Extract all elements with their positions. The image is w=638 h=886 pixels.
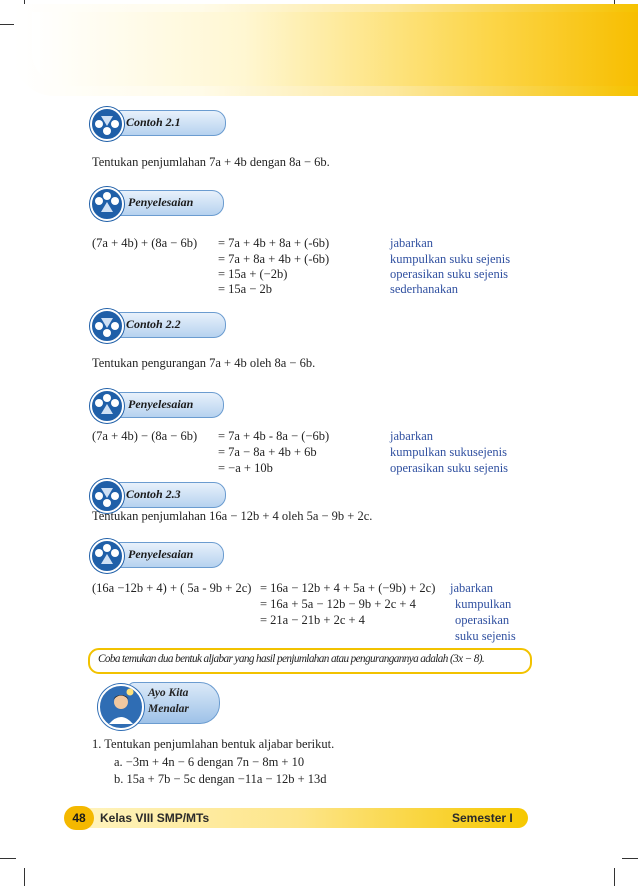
step-note: jabarkan [390,236,434,250]
footer-book-title: Kelas VIII SMP/MTs [100,811,210,825]
contoh-label: Contoh 2.1 [126,115,181,129]
exercise-item-b: b. 15a + 7b − 5c dengan −11a − 12b + 13d [114,772,327,786]
step-note: jabarkan [390,429,434,443]
footer-semester: Semester I [452,811,513,825]
crop-mark [614,868,615,886]
crop-mark [24,868,25,886]
step-note: sederhanakan [390,282,459,296]
penyelesaian-label: Penyelesaian [128,547,194,561]
contoh-label: Contoh 2.3 [126,487,181,501]
contoh-label: Contoh 2.2 [126,317,181,331]
lhs-expression: (7a + 4b) − (8a − 6b) [92,429,198,443]
step-line: = 21a − 21b + 2c + 4 [260,613,365,627]
exercise-item-a: a. −3m + 4n − 6 dengan 7n − 8m + 10 [114,755,305,769]
operations-icon [90,539,124,573]
step-note: kumpulkan suku sejenis [390,252,511,266]
ayo-line2: Menalar [148,703,189,715]
header-band [14,4,638,96]
step-line: = 7a + 4b + 8a + (-6b) [218,236,330,250]
penyelesaian-label: Penyelesaian [128,397,194,411]
operations-icon [90,107,124,141]
step-line: = 16a + 5a − 12b − 9b + 2c + 4 [260,597,416,611]
operations-icon [90,309,124,343]
step-note: operasikan [455,613,510,627]
operations-icon [90,479,124,513]
step-line: = 7a − 8a + 4b + 6b [218,445,317,459]
ayo-line1: Ayo Kita [148,687,189,699]
challenge-text: Coba temukan dua bentuk aljabar yang hasil penjumlahan atau pengurangannya adalah (3x − 8). [98,653,485,665]
step-line: = 16a − 12b + 4 + 5a + (−9b) + 2c) [260,581,436,595]
question-text: Tentukan penjumlahan 16a − 12b + 4 oleh 5a − 9b + 2c. [92,509,373,523]
step-line: = 15a − 2b [218,282,273,296]
step-line: = 7a + 4b - 8a − (−6b) [218,429,330,443]
step-note: suku sejenis [455,629,516,643]
step-note: kumpulkan sukusejenis [390,445,508,459]
question-text: Tentukan penjumlahan 7a + 4b dengan 8a − 6b. [92,155,330,169]
step-note: operasikan suku sejenis [390,267,509,281]
page-number: 48 [64,806,94,830]
crop-mark [622,858,638,859]
step-line: = 7a + 8a + 4b + (-6b) [218,252,330,266]
question-text: Tentukan pengurangan 7a + 4b oleh 8a − 6b. [92,356,316,370]
step-note: kumpulkan [455,597,512,611]
thinking-person-icon [98,684,144,730]
step-line: = 15a + (−2b) [218,267,288,281]
step-note: jabarkan [450,581,494,595]
penyelesaian-label: Penyelesaian [128,195,194,209]
lhs-expression: (7a + 4b) + (8a − 6b) [92,236,198,250]
exercise-intro: 1. Tentukan penjumlahan bentuk aljabar berikut. [92,737,335,751]
operations-icon [90,187,124,221]
operations-icon [90,389,124,423]
crop-mark [0,858,16,859]
step-note: operasikan suku sejenis [390,461,509,475]
step-line: = −a + 10b [218,461,273,475]
lhs-expression: (16a −12b + 4) + ( 5a - 9b + 2c) [92,581,252,595]
challenge-note [88,648,532,674]
